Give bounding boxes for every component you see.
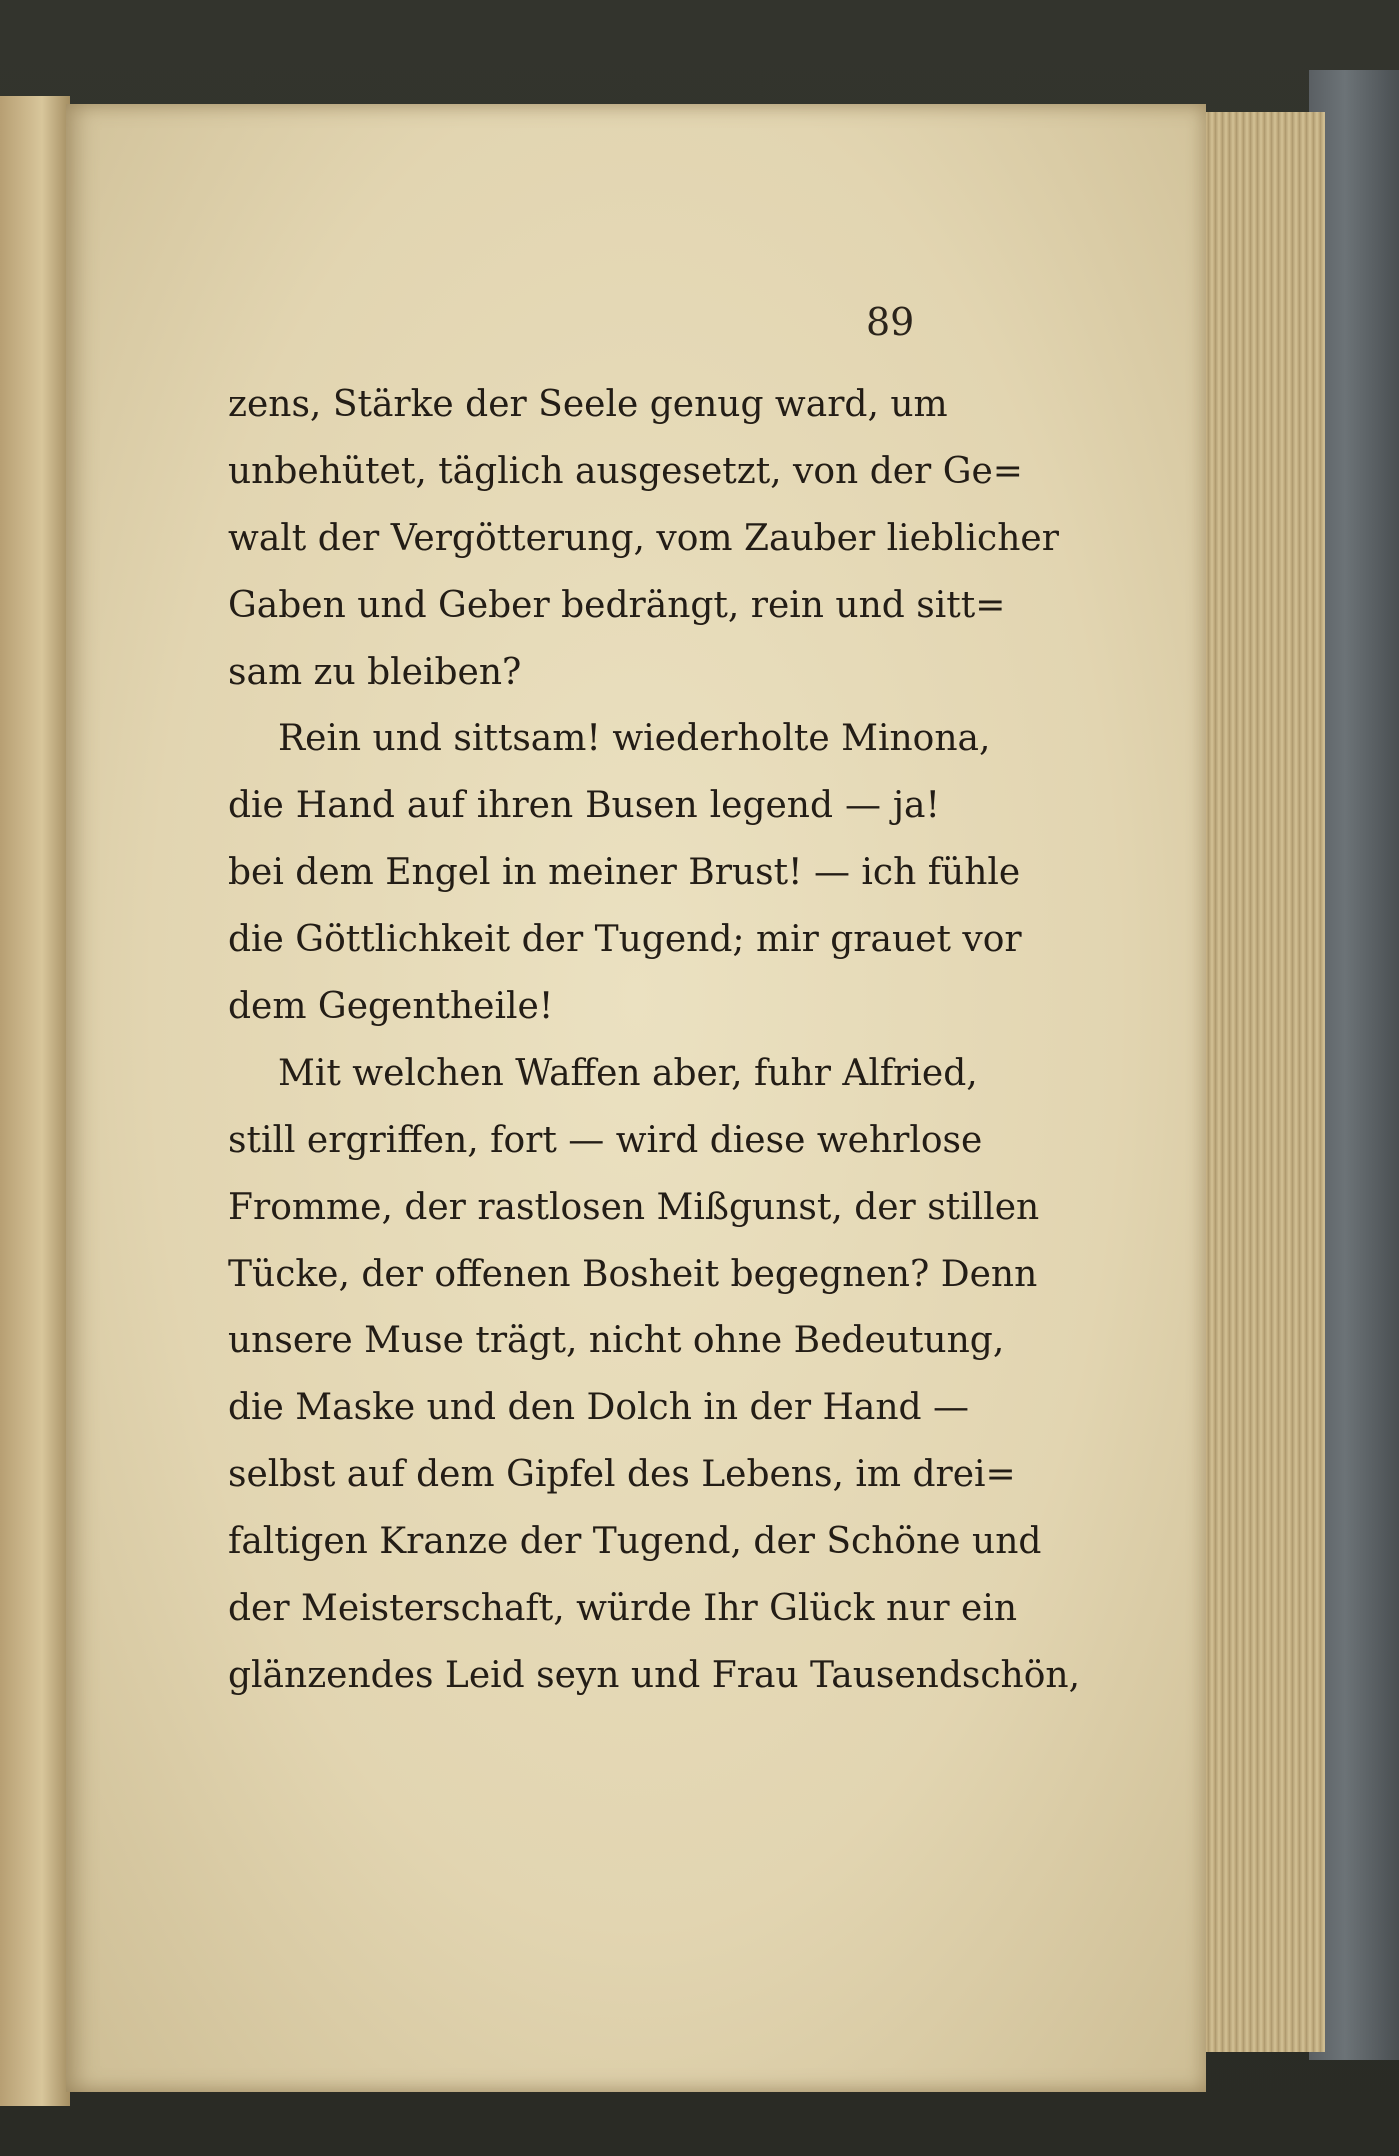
page-stack [1195,112,1325,2052]
text-line: Mit welchen Waffen aber, fuhr Alfried, [278,1052,978,1094]
text-line: bei dem Engel in meiner Brust! — ich fühle [228,852,1021,894]
text-line: Rein und sittsam! wiederholte Minona, [278,718,991,760]
text-line: die Hand auf ihren Busen legend — ja! [228,785,940,827]
text-line: die Göttlichkeit der Tugend; mir grauet vor [228,919,1022,961]
page-number: 89 [866,300,915,344]
text-line: sam zu bleiben? [228,651,522,693]
text-line: Fromme, der rastlosen Mißgunst, der stillen [228,1186,1040,1228]
text-line: still ergriffen, fort — wird diese wehrlose [228,1119,983,1161]
body-text [228,372,1081,1710]
text-line: glänzendes Leid seyn und Frau Tausendschön, [228,1654,1081,1696]
text-line: walt der Vergötterung, vom Zauber lieblicher [228,517,1059,559]
text-line: Tücke, der offenen Bosheit begegnen? Denn [228,1253,1038,1295]
text-line: selbst auf dem Gipfel des Lebens, im drei= [228,1454,1016,1496]
left-page-edge [0,96,70,2106]
text-line: faltigen Kranze der Tugend, der Schöne und [228,1521,1042,1563]
text-line: unsere Muse trägt, nicht ohne Bedeutung, [228,1320,1005,1362]
text-line: die Maske und den Dolch in der Hand — [228,1387,970,1429]
text-line: der Meisterschaft, würde Ihr Glück nur ein [228,1588,1018,1630]
text-line: Gaben und Geber bedrängt, rein und sitt= [228,584,1006,626]
text-line: unbehütet, täglich ausgesetzt, von der Ge= [228,450,1023,492]
text-line: dem Gegentheile! [228,986,554,1028]
text-line: zens, Stärke der Seele genug ward, um [228,384,948,425]
